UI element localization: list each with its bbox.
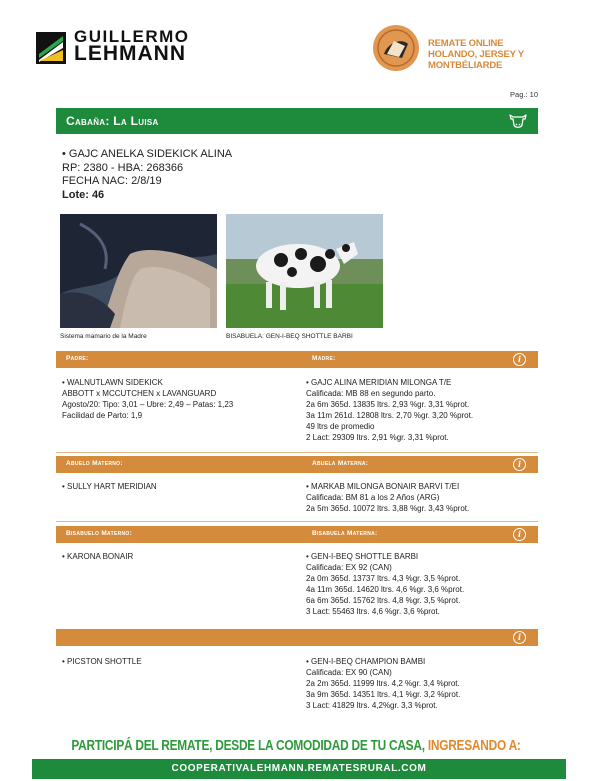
padre-type: Agosto/20: Tipo: 3,01 – Ubre: 2,49 – Patas: 1,23 [62,400,234,409]
bisabuela-lact-3: 6a 6m 365d. 15762 ltrs. 4,8 %gr. 3,5 %prot. [306,596,461,605]
guillermo-lehmann-logo [36,28,226,72]
animal-birthdate: FECHA NAC: 2/8/19 [62,175,162,187]
abuela-details [306,481,469,514]
bisabuela-details [306,551,464,617]
bisabuela-total: 3 Lact: 55463 ltrs. 4,6 %gr. 3,6 %prot. [306,607,440,616]
abuela-label: Abuela Materna: [312,460,369,467]
section-bar-extra [56,629,538,646]
madre-name: • GAJC ALINA MERIDIAN MILONGA T/E [306,378,452,387]
logo-line2: LEHMANN [74,42,186,65]
animal-name: • GAJC ANELKA SIDEKICK ALINA [62,148,233,160]
padre-calving: Facilidad de Parto: 1,9 [62,411,143,420]
remate-line1: REMATE ONLINE [428,38,504,49]
madre-lact-2: 3a 11m 261d. 12808 ltrs. 2,70 %gr. 3,20 %prot. [306,411,474,420]
bisabuela-lact-1: 2a 0m 365d. 13737 ltrs. 4,3 %gr. 3,5 %prot. [306,574,461,583]
cow-head-icon [508,112,528,130]
madre-label: Madre: [312,355,336,362]
tv-badge-icon [372,24,420,72]
padre-pedigree: ABBOTT x MCCUTCHEN x LAVANGUARD [62,389,217,398]
logo-line1: GUILLERMO [74,27,190,46]
champion-bambi-total: 3 Lact: 41829 ltrs. 4,2%gr. 3,3 %prot. [306,701,438,710]
champion-bambi-calificada: Calificada: EX 90 (CAN) [306,668,392,677]
section-bar-padre-madre [56,351,538,368]
cabana-title: Cabaña: La Luisa [66,114,159,128]
padre-label: Padre: [66,355,89,362]
madre-total: 2 Lact: 29309 ltrs. 2,91 %gr. 3,31 %prot. [306,433,449,442]
bisabuelo-label: Bisabuelo Materno: [66,530,133,537]
udder-photo [60,214,217,328]
champion-bambi-lact-1: 2a 2m 365d. 11999 ltrs. 4,2 %gr. 3,4 %prot. [306,679,460,688]
footer-url-bar[interactable] [32,759,566,779]
champion-bambi-name: • GEN-I-BEQ CHAMPION BAMBI [306,657,426,666]
info-icon[interactable]: i [513,631,526,644]
section-bar-bisabuelos [56,526,538,543]
bisabuela-name: • GEN-I-BEQ SHOTTLE BARBI [306,552,419,561]
madre-promedio: 49 ltrs de promedio [306,422,375,431]
photo2-caption: BISABUELA: GEN-I-BEQ SHOTTLE BARBI [226,333,353,340]
footer-cta-green: PARTICIPÁ DEL REMATE, DESDE LA COMODIDAD DE TU CASA, [71,738,425,754]
info-icon[interactable]: i [513,528,526,541]
madre-lact-1: 2a 6m 365d. 13835 ltrs. 2,93 %gr. 3,31 %prot. [306,400,470,409]
bisabuela-cow-photo [226,214,383,328]
divider [56,452,538,453]
remate-online-badge [372,24,582,76]
footer-cta [53,738,538,754]
extra-right-details [306,656,460,711]
abuela-name: • MARKAB MILONGA BONAIR BARVI T/EI [306,482,460,491]
info-icon[interactable]: i [513,458,526,471]
bisabuela-lact-2: 4a 11m 365d. 14620 ltrs. 4,6 %gr. 3,6 %prot. [306,585,465,594]
madre-details [306,377,473,443]
logo-mark-icon [36,32,66,64]
abuelo-details [62,481,157,492]
picston-shottle-name: • PICSTON SHOTTLE [62,657,142,666]
animal-lote: Lote: 46 [62,188,105,201]
abuelo-name: • SULLY HART MERIDIAN [62,482,157,491]
info-icon[interactable]: i [513,353,526,366]
footer-cta-orange: INGRESANDO A: [427,738,521,754]
cabana-bar [56,108,538,134]
divider [56,521,538,522]
animal-info [62,148,232,202]
abuela-calificada: Calificada: BM 81 a los 2 Años (ARG) [306,493,440,502]
padre-details [62,377,233,421]
padre-name: • WALNUTLAWN SIDEKICK [62,378,163,387]
bisabuelo-name: • KARONA BONAIR [62,552,134,561]
bisabuelo-details [62,551,133,562]
bisabuela-calificada: Calificada: EX 92 (CAN) [306,563,392,572]
champion-bambi-lact-2: 3a 9m 365d. 14351 ltrs. 4,1 %gr. 3,2 %prot. [306,690,461,699]
footer-url-link[interactable]: COOPERATIVALEHMANN.REMATESRURAL.COM [171,763,427,774]
abuela-lact: 2a 5m 365d. 10072 ltrs. 3,88 %gr. 3,43 %prot. [306,504,470,513]
extra-left-details [62,656,142,667]
photo1-caption: Sistema mamario de la Madre [60,333,147,340]
animal-rp-hba: RP: 2380 - HBA: 268366 [62,161,184,174]
abuelo-label: Abuelo Materno: [66,460,123,467]
madre-calificada: Calificada: MB 88 en segundo parto. [306,389,436,398]
bisabuela-label: Bisabuela Materna: [312,530,378,537]
section-bar-abuelos [56,456,538,473]
page-number: Pag.: 10 [510,90,538,99]
remate-line2: HOLANDO, JERSEY Y MONTBÉLIARDE [428,49,524,71]
